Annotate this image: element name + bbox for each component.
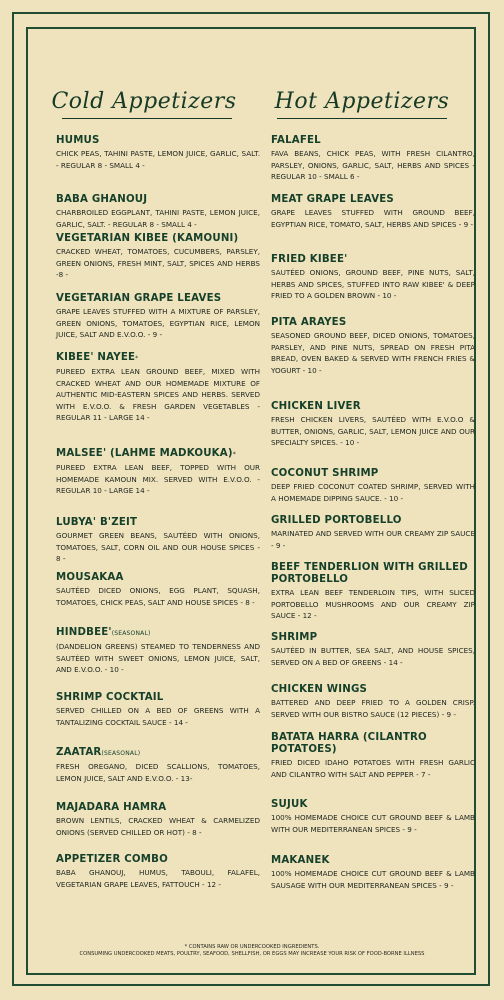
menu-item <box>56 517 260 565</box>
hot-appetizers-heading: Hot Appetizers <box>274 89 450 114</box>
menu-item-note: (SEASONAL) <box>101 750 141 757</box>
menu-item <box>271 401 475 449</box>
menu-item <box>271 468 475 504</box>
menu-item <box>56 194 260 230</box>
menu-item <box>56 627 260 676</box>
menu-item-name: PITA ARAYES <box>271 317 347 328</box>
menu-item <box>56 802 260 838</box>
menu-item <box>271 684 475 720</box>
menu-item-name: CHICKEN WINGS <box>271 684 368 695</box>
menu-item-name: VEGETARIAN GRAPE LEAVES <box>56 293 222 304</box>
menu-item-description: SERVED CHILLED ON A BED OF GREENS WITH A TANTALIZING COCKTAIL SAUCE - 14 - <box>56 706 260 727</box>
menu-item-name: MAJADARA HAMRA <box>56 802 167 813</box>
menu-item-description: PUREED EXTRA LEAN BEEF, TOPPED WITH OUR HOMEMADE KAMOUN MIX. SERVED WITH E.V.O.O. - REGULAR 10 - LARGE 14 - <box>56 463 260 496</box>
hot-heading-underline <box>277 118 447 119</box>
menu-item <box>56 135 260 171</box>
menu-item-description: BABA GHANOUJ, HUMUS, TABOULI, FALAFEL, VEGETARIAN GRAPE LEAVES, FATTOUCH - 12 - <box>56 868 260 889</box>
menu-item-description: GRAPE LEAVES STUFFED WITH GROUND BEEF, EGYPTIAN RICE, TOMATO, SALT, HERBS AND SPICES - 9 - <box>271 208 475 229</box>
menu-item-name: ZAATAR <box>56 747 102 758</box>
menu-item-name: CHICKEN LIVER <box>271 401 361 412</box>
menu-item-description: GOURMET GREEN BEANS, SAUTÉED WITH ONIONS, TOMATOES, SALT, CORN OIL AND OUR HOUSE SPICES - 8 - <box>56 531 260 564</box>
menu-item-description: CRACKED WHEAT, TOMATOES, CUCUMBERS, PARSLEY, GREEN ONIONS, FRESH MINT, SALT, SPICES AND HERBS -8 - <box>56 247 260 280</box>
menu-item-name: SHRIMP COCKTAIL <box>56 692 164 703</box>
menu-item-title <box>56 352 260 365</box>
menu-item-name: FRIED KIBEE' <box>271 254 348 265</box>
menu-item <box>56 233 260 281</box>
menu-item <box>271 317 475 376</box>
menu-item <box>271 515 475 551</box>
menu-item-description: GRAPE LEAVES STUFFED WITH A MIXTURE OF PARSLEY, GREEN ONIONS, TOMATOES, EGYPTIAN RICE, LEMON JUICE, SALT AND E.V.O.O. - 9 - <box>56 307 260 340</box>
menu-item <box>271 135 475 183</box>
menu-item-name: BABA GHANOUJ <box>56 194 148 205</box>
menu-item <box>271 194 475 230</box>
menu-item-description: FRESH CHICKEN LIVERS, SAUTÉED WITH E.V.O.O & BUTTER, ONIONS, GARLIC, SALT, LEMON JUICE AND OUR SPECIALTY SPICES. - 10 - <box>271 415 475 448</box>
footer-line-1: * CONTAINS RAW OR UNDERCOOKED INGREDIENTS. <box>184 944 320 950</box>
menu-item-description: 100% HOMEMADE CHOICE CUT GROUND BEEF & LAMB WITH OUR MEDITERRANEAN SPICES - 9 - <box>271 813 475 834</box>
menu-item-description: FAVA BEANS, CHICK PEAS, WITH FRESH CILANTRO, PARSLEY, ONIONS, GARLIC, SALT, HERBS AND SPICES - REGULAR 10 - SMALL 6 - <box>271 149 475 182</box>
menu-item-description: (DANDELION GREENS) STEAMED TO TENDERNESS AND SAUTÉED WITH SWEET ONIONS, LEMON JUICE, SALT, AND E.V.O.O. - 10 - <box>56 642 260 675</box>
menu-item-title <box>56 448 260 461</box>
menu-item-name: APPETIZER COMBO <box>56 854 168 865</box>
menu-item-title <box>56 747 260 760</box>
menu-item <box>56 692 260 728</box>
menu-item-description: SEASONED GROUND BEEF, DICED ONIONS, TOMATOES, PARSLEY, AND PINE NUTS, SPREAD ON FRESH PITA BREAD, OVEN BAKED & SERVED WITH FRENCH FRIES & YOGURT - 10 - <box>271 331 475 375</box>
footer-disclaimer <box>40 944 464 958</box>
menu-item-description: DEEP FRIED COCONUT COATED SHRIMP, SERVED WITH A HOMEMADE DIPPING SAUCE. - 10 - <box>271 482 475 503</box>
menu-item-title <box>56 627 260 640</box>
menu-item-description: FRESH OREGANO, DICED SCALLIONS, TOMATOES, LEMON JUICE, SALT AND E.V.O.O. - 13- <box>56 762 260 783</box>
menu-item-description: BATTERED AND DEEP FRIED TO A GOLDEN CRISP. SERVED WITH OUR BISTRO SAUCE (12 PIECES) - 9 - <box>271 698 475 719</box>
menu-item <box>56 448 260 497</box>
menu-item-name: MAKANEK <box>271 855 330 866</box>
menu-item-name: KIBEE' NAYEE <box>56 352 136 363</box>
menu-item-name: HUMUS <box>56 135 100 146</box>
menu-item-description: CHARBROILED EGGPLANT, TAHINI PASTE, LEMON JUICE, GARLIC, SALT. - REGULAR 8 - SMALL 4 - <box>56 208 260 229</box>
menu-item <box>271 254 475 302</box>
menu-item-name: GRILLED PORTOBELLO <box>271 515 402 526</box>
menu-item-note: (SEASONAL) <box>111 630 151 637</box>
menu-item-description: 100% HOMEMADE CHOICE CUT GROUND BEEF & LAMB SAUSAGE WITH OUR MEDITERRANEAN SPICES - 9 - <box>271 869 475 890</box>
menu-item <box>271 632 475 668</box>
menu-item <box>271 732 475 780</box>
menu-item-note: * <box>135 355 139 362</box>
cold-heading-underline <box>62 118 232 119</box>
cold-appetizers-heading: Cold Appetizers <box>51 89 237 114</box>
menu-item-name: BATATA HARRA (CILANTRO POTATOES) <box>271 732 427 755</box>
menu-item-description: MARINATED AND SERVED WITH OUR CREAMY ZIP SAUCE - 9 - <box>271 529 475 550</box>
menu-item-name: MOUSAKAA <box>56 572 124 583</box>
menu-item-name: SUJUK <box>271 799 308 810</box>
menu-item-name: LUBYA' B'ZEIT <box>56 517 138 528</box>
menu-item-description: SAUTÉED DICED ONIONS, EGG PLANT, SQUASH, TOMATOES, CHICK PEAS, SALT AND HOUSE SPICES - 8 - <box>56 586 260 607</box>
menu-item <box>56 572 260 608</box>
menu-item-description: PUREED EXTRA LEAN GROUND BEEF, MIXED WITH CRACKED WHEAT AND OUR HOMEMADE MIXTURE OF AUTHENTIC MID-EASTERN SPICES AND HERBS. SERVED WITH E.V.O.O. & FRESH GARDEN VEGETABLES - REGULAR 11 - LARGE 14 - <box>56 367 260 423</box>
menu-item <box>56 293 260 341</box>
menu-item-description: EXTRA LEAN BEEF TENDERLOIN TIPS, WITH SLICED PORTOBELLO MUSHROOMS AND OUR CREAMY ZIP SAUCE - 12 - <box>271 588 475 621</box>
menu-item-name: MALSEE' (LAHME MADKOUKA) <box>56 448 233 459</box>
menu-item-note: * <box>232 451 236 458</box>
menu-item-description: CHICK PEAS, TAHINI PASTE, LEMON JUICE, GARLIC, SALT. - REGULAR 8 - SMALL 4 - <box>56 149 260 170</box>
menu-item-name: COCONUT SHRIMP <box>271 468 379 479</box>
footer-line-2: CONSUMING UNDERCOOKED MEATS, POULTRY, SEAFOOD, SHELLFISH, OR EGGS MAY INCREASE YOUR RISK OF FOOD-BORNE ILLNESS <box>79 951 425 957</box>
menu-item <box>271 562 475 622</box>
menu-item <box>56 747 260 784</box>
menu-item-description: SAUTÉED IN BUTTER, SEA SALT, AND HOUSE SPICES, SERVED ON A BED OF GREENS - 14 - <box>271 646 475 667</box>
menu-item-name: BEEF TENDERLION WITH GRILLED PORTOBELLO <box>271 562 468 585</box>
menu-item <box>56 352 260 424</box>
menu-item-description: BROWN LENTILS, CRACKED WHEAT & CARMELIZED ONIONS (SERVED CHILLED OR HOT) - 8 - <box>56 816 260 837</box>
menu-item-description: SAUTÉED ONIONS, GROUND BEEF, PINE NUTS, SALT, HERBS AND SPICES, STUFFED INTO RAW KIBEE' & DEEP FRIED TO A GOLDEN BROWN - 10 - <box>271 268 475 301</box>
menu-item-name: VEGETARIAN KIBEE (KAMOUNI) <box>56 233 239 244</box>
menu-item-name: MEAT GRAPE LEAVES <box>271 194 394 205</box>
menu-item-description: FRIED DICED IDAHO POTATOES WITH FRESH GARLIC AND CILANTRO WITH SALT AND PEPPER - 7 - <box>271 758 475 779</box>
menu-item-name: FALAFEL <box>271 135 321 146</box>
menu-item-name: SHRIMP <box>271 632 318 643</box>
menu-item <box>56 854 260 890</box>
menu-item <box>271 799 475 835</box>
menu-item-name: HINDBEE' <box>56 627 112 638</box>
menu-item <box>271 855 475 891</box>
